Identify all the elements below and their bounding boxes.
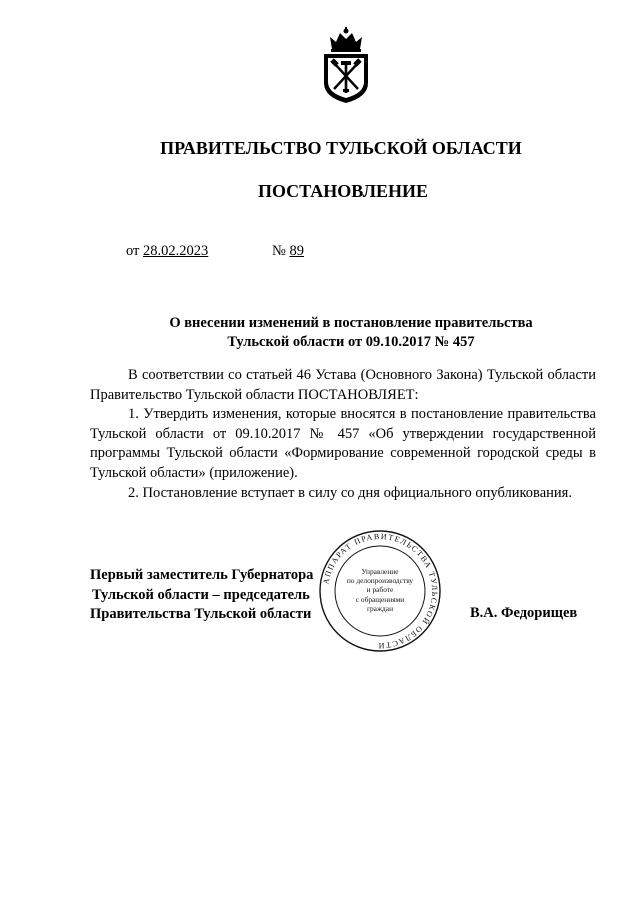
position-line-3: Правительства Тульской области (90, 606, 312, 623)
subject-line-1: О внесении изменений в постановление правительства (169, 315, 533, 331)
date-value: 28.02.2023 (143, 243, 209, 259)
document-type: ПОСТАНОВЛЕНИЕ (257, 181, 429, 201)
body-intro: В соответствии со статьей 46 Устава (Основного Закона) Тульской области Правительство Тульской области ПОСТАНОВЛЯЕТ: (90, 367, 596, 403)
number-prefix: № (272, 243, 286, 259)
number-value: 89 (289, 243, 304, 259)
date-prefix: от (126, 243, 140, 259)
body-item-1: 1. Утвердить изменения, которые вносятся в постановление правительства Тульской области от 09.10.2017 № 457 «Об утверждении государственной программы Тульской области «Формирование современной городской среды в Тульской области» (приложение). (90, 406, 596, 481)
stamp-line-5: граждан (366, 603, 394, 613)
stamp-line-4: с обращениями (355, 594, 405, 604)
stamp-line-3: и работе (366, 585, 394, 595)
position-line-1: Первый заместитель Губернатора (90, 567, 314, 583)
stamp-line-2: по делопроизводству (346, 576, 414, 586)
subject-line-2: Тульской области от 09.10.2017 № 457 (227, 334, 475, 350)
stamp-line-1: Управление (361, 567, 399, 576)
document-number (272, 243, 304, 260)
position-line-2: Тульской области – председатель (92, 586, 310, 603)
body-item-2: 2. Постановление вступает в силу со дня официального опубликования. (128, 484, 572, 501)
document-subject (90, 314, 600, 352)
document-body (90, 366, 596, 503)
signatory-position (90, 566, 330, 625)
stamp-ring-text: АППАРАТ ПРАВИТЕЛЬСТВА ТУЛЬСКОЙ ОБЛАСТИ (321, 531, 440, 651)
government-title: ПРАВИТЕЛЬСТВО ТУЛЬСКОЙ ОБЛАСТИ (160, 138, 522, 158)
signatory-name: В.А. Федорищев (470, 605, 578, 621)
tula-region-coat-of-arms-icon (316, 27, 376, 105)
document-date (126, 243, 208, 260)
stamp-inner-text (338, 567, 422, 613)
